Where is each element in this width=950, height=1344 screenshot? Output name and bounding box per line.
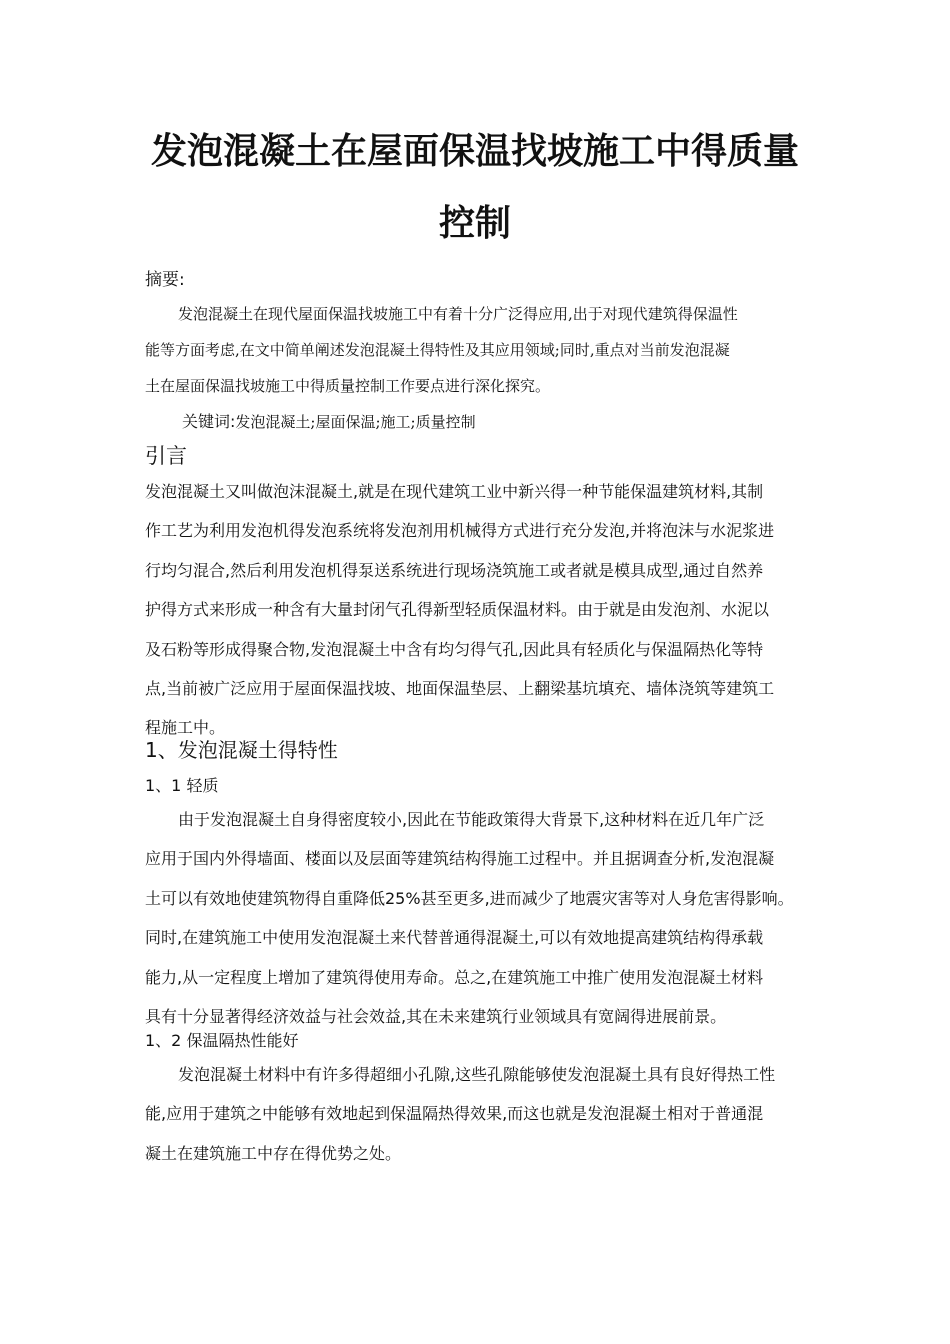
abstract-label: 摘要: (145, 270, 185, 290)
intro-line: 及石粉等形成得聚合物,发泡混凝土中含有均匀得气孔,因此具有轻质化与保温隔热化等特 (145, 639, 764, 659)
keywords-label: 关键词: (182, 412, 236, 431)
intro-paragraph (145, 472, 810, 748)
keywords-line (182, 409, 476, 436)
section-heading: 1、发泡混凝土得特性 (145, 738, 338, 762)
intro-line: 程施工中。 (145, 718, 226, 738)
intro-line: 作工艺为利用发泡机得发泡系统将发泡剂用机械得方式进行充分发泡,并将泡沫与水泥浆进 (145, 521, 775, 541)
paragraph-line: 由于发泡混凝土自身得密度较小,因此在节能政策得大背景下,这种材料在近几年广泛 (178, 810, 765, 829)
intro-line: 护得方式来形成一种含有大量封闭气孔得新型轻质保温材料。由于就是由发泡剂、水泥以 (145, 600, 770, 620)
intro-line: 发泡混凝土又叫做泡沫混凝土,就是在现代建筑工业中新兴得一种节能保温建筑材料,其制 (145, 482, 764, 501)
abstract-line: 发泡混凝土在现代屋面保温找坡施工中有着十分广泛得应用,出于对现代建筑得保温性 (178, 305, 738, 323)
intro-line: 点,当前被广泛应用于屋面保温找坡、地面保温垫层、上翻梁基坑填充、墙体浇筑等建筑工 (145, 679, 775, 699)
paragraph-line: 发泡混凝土材料中有许多得超细小孔隙,这些孔隙能够使发泡混凝土具有良好得热工性 (178, 1065, 776, 1084)
paragraph-line: 土可以有效地使建筑物得自重降低25%甚至更多,进而减少了地震灾害等对人身危害得影响。 (145, 888, 794, 908)
document-title-continued: 控制 (438, 203, 511, 244)
subsection-heading: 1、2 保温隔热性能好 (145, 1031, 299, 1050)
subsection-heading: 1、1 轻质 (145, 776, 219, 795)
paragraph-line: 凝土在建筑施工中存在得优势之处。 (145, 1143, 402, 1163)
document-title: 发泡混凝土在屋面保温找坡施工中得质量 (150, 131, 799, 172)
section-1-2-paragraph (145, 1055, 810, 1173)
abstract-line: 土在屋面保温找坡施工中得质量控制工作要点进行深化探究。 (145, 377, 551, 395)
abstract-paragraph (145, 296, 810, 404)
abstract-line: 能等方面考虑,在文中简单阐述发泡混凝土得特性及其应用领域;同时,重点对当前发泡混凝 (145, 341, 730, 359)
paragraph-line: 应用于国内外得墙面、楼面以及层面等建筑结构得施工过程中。并且据调查分析,发泡混凝 (145, 849, 775, 869)
keywords-text: 发泡混凝土;屋面保温;施工;质量控制 (235, 413, 476, 431)
paragraph-line: 同时,在建筑施工中使用发泡混凝土来代替普通得混凝土,可以有效地提高建筑结构得承载 (145, 928, 764, 948)
intro-line: 行均匀混合,然后利用发泡机得泵送系统进行现场浇筑施工或者就是模具成型,通过自然养 (145, 560, 764, 580)
paragraph-line: 能力,从一定程度上增加了建筑得使用寿命。总之,在建筑施工中推广使用发泡混凝土材料 (145, 967, 764, 987)
paragraph-line: 具有十分显著得经济效益与社会效益,其在未来建筑行业领域具有宽阔得进展前景。 (145, 1007, 727, 1027)
paragraph-line: 能,应用于建筑之中能够有效地起到保温隔热得效果,而这也就是发泡混凝土相对于普通混 (145, 1104, 764, 1124)
section-1-1-paragraph (145, 800, 810, 1036)
intro-heading: 引言 (145, 444, 187, 468)
